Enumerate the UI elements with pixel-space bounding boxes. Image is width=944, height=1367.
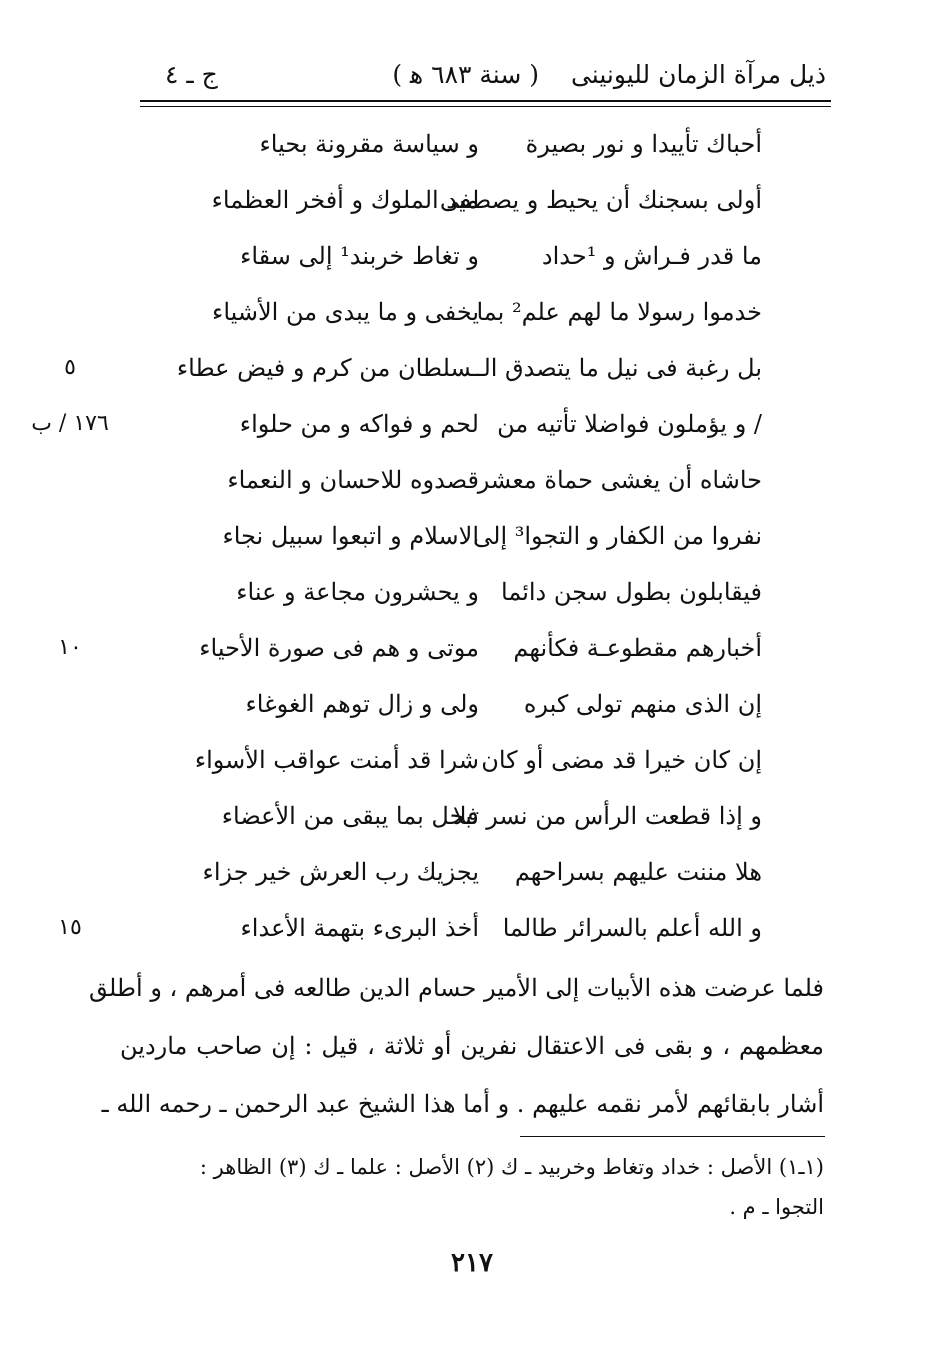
- verse-line: [0, 124, 944, 164]
- verse-second-hemistich: لحم و فواكه و من حلواء: [239, 410, 479, 438]
- margin-note: ١٠: [58, 635, 82, 660]
- verse-line: [0, 628, 944, 668]
- prose-line: أشار بابقائهم لأمر نقمه عليهم . و أما هذا الشيخ عبد الرحمن ـ رحمه الله ـ: [101, 1090, 824, 1118]
- verse-first-hemistich: إن كان خيرا قد مضى أو كان: [481, 746, 762, 774]
- margin-note: ٥: [64, 355, 76, 380]
- verse-second-hemistich: الاسلام و اتبعوا سبيل نجاء: [222, 522, 479, 550]
- verse-first-hemistich: أحباك تأييدا و نور بصيرة: [525, 130, 762, 158]
- verse-line: [0, 516, 944, 556]
- verse-first-hemistich: إن الذى منهم تولى كبره: [523, 690, 762, 718]
- verse-line: [0, 796, 944, 836]
- verse-second-hemistich: و تغاط خربند¹ إلى سقاء: [240, 242, 479, 270]
- verse-first-hemistich: و الله أعلم بالسرائر طالما: [502, 914, 762, 942]
- running-year: ( سنة ٦٨٣ ﻫ ): [392, 60, 539, 89]
- verse-first-hemistich: أخبارهم مقطوعـة فكأنهم: [513, 634, 762, 662]
- verse-line: [0, 236, 944, 276]
- verse-first-hemistich: بل رغبة فى نيل ما يتصدق الـ: [476, 354, 762, 382]
- prose-line: معظمهم ، و بقى فى الاعتقال نفرين أو ثلاثة ، قيل : إن صاحب ماردين: [120, 1032, 824, 1060]
- footnote-rule: [520, 1136, 825, 1137]
- verse-line: [0, 348, 944, 388]
- verse-second-hemistich: يخفى و ما يبدى من الأشياء: [212, 298, 479, 326]
- verse-second-hemistich: شرا قد أمنت عواقب الأسواء: [194, 746, 479, 774]
- verse-line: [0, 460, 944, 500]
- verse-second-hemistich: و يحشرون مجاعة و عناء: [236, 578, 479, 606]
- verse-second-hemistich: يجزيك رب العرش خير جزاء: [202, 858, 479, 886]
- volume-label: ج ـ ٤: [165, 60, 218, 89]
- verse-first-hemistich: نفروا من الكفار و التجوا³ إلى: [473, 522, 762, 550]
- footnote-line: التجوا ـ م .: [729, 1195, 824, 1219]
- verse-line: [0, 908, 944, 948]
- verse-line: [0, 180, 944, 220]
- verse-first-hemistich: حاشاه أن يغشى حماة معشر: [477, 466, 762, 494]
- margin-note: ١٧٦ / ب: [31, 411, 109, 436]
- verse-first-hemistich: خدموا رسولا ما لهم علم² بما: [476, 298, 762, 326]
- verse-second-hemistich: تبخل بما يبقى من الأعضاء: [221, 802, 479, 830]
- verse-second-hemistich: ميد الملوك و أفخر العظماء: [211, 186, 479, 214]
- verse-line: [0, 404, 944, 444]
- verse-second-hemistich: موتى و هم فى صورة الأحياء: [199, 634, 479, 662]
- verse-line: [0, 852, 944, 892]
- verse-line: [0, 572, 944, 612]
- running-title: ذيل مرآة الزمان لليونينى: [570, 60, 826, 89]
- verse-first-hemistich: أولى بسجنك أن يحيط و يصطفى: [439, 186, 762, 214]
- header-rule: [140, 100, 831, 102]
- verse-line: [0, 292, 944, 332]
- verse-first-hemistich: هلا مننت عليهم بسراحهم: [514, 858, 762, 886]
- verse-line: [0, 684, 944, 724]
- header-rule-thin: [140, 106, 831, 107]
- verse-second-hemistich: أخذ البرىء بتهمة الأعداء: [240, 914, 479, 942]
- margin-note: ١٥: [58, 915, 82, 940]
- verse-second-hemistich: ولى و زال توهم الغوغاء: [245, 690, 479, 718]
- verse-first-hemistich: ما قدر فـراش و ¹حداد: [541, 242, 762, 270]
- verse-first-hemistich: و إذا قطعت الرأس من نسر فلا: [452, 802, 762, 830]
- page-number: ٢١٧: [451, 1248, 493, 1278]
- prose-line: فلما عرضت هذه الأبيات إلى الأمير حسام الدين طالعه فى أمرهم ، و أطلق: [88, 974, 824, 1002]
- verse-first-hemistich: فيقابلون بطول سجن دائما: [501, 578, 762, 606]
- verse-first-hemistich: / و يؤملون فواضلا تأتيه من: [497, 410, 762, 438]
- footnote-line: (١ـ١) الأصل : خداد وتغاط وخربيد ـ ك (٢) الأصل : علما ـ ك (٣) الظاهر :: [199, 1155, 824, 1179]
- verse-second-hemistich: قصدوه للاحسان و النعماء: [227, 466, 479, 494]
- verse-second-hemistich: ـسلطان من كرم و فيض عطاء: [176, 354, 479, 382]
- verse-second-hemistich: و سياسة مقرونة بحياء: [259, 130, 479, 158]
- verse-line: [0, 740, 944, 780]
